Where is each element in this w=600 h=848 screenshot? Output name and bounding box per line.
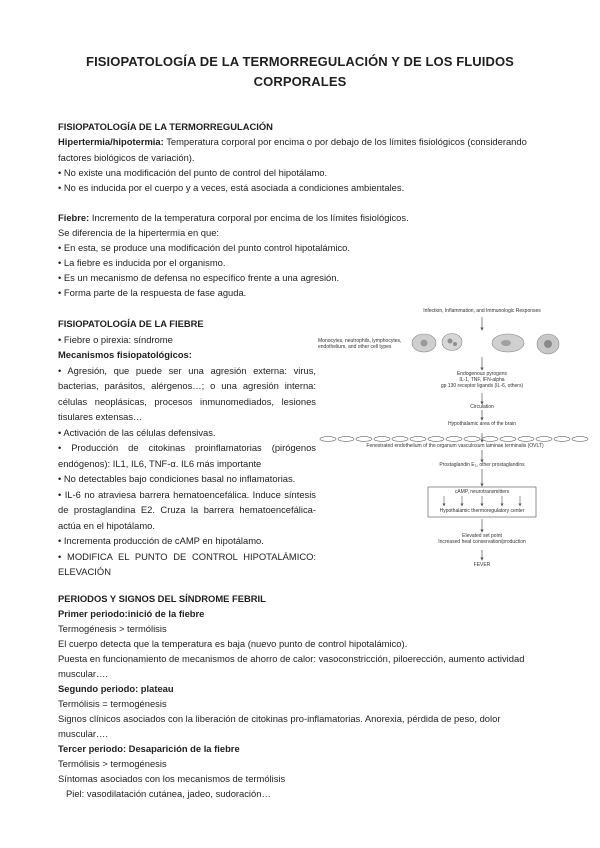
immune-cells-illustration	[412, 334, 559, 355]
fiebre-bullet-2: • La fiebre es inducida por el organismo.	[58, 257, 226, 268]
fiebre-bullet-3: • Es un mecanismo de defensa no específico frente a una agresión.	[58, 272, 340, 283]
fiebre-column	[58, 316, 316, 580]
periodo-2-line-1: Termólisis = termogénesis	[58, 698, 167, 709]
mecanismo-bullet-5: • IL-6 no atraviesa barrera hematoencefálica. Induce síntesis de prostaglandina E2. Cruza la barrera hematoencefálica- actúa en el hipotálamo.	[58, 488, 316, 531]
fig-prostaglandin-label: Prostaglandin E₂, other prostaglandins	[439, 462, 525, 468]
periodo-3-line-2: Síntomas asociados con los mecanismos de termólisis	[58, 773, 286, 784]
fig-gp130-label: gp 130 receptor ligands (IL-6, others)	[440, 383, 524, 389]
hipertermia-bullet-1: • No existe una modificación del punto de control del hipotálamo.	[58, 167, 328, 178]
fiebre-bullet-4: • Forma parte de la respuesta de fase aguda.	[58, 287, 247, 298]
fig-camp-label: cAMP, neurotransmitters	[454, 489, 510, 495]
fig-fever-label: FEVER	[473, 562, 491, 568]
periodo-1-line-4: muscular….	[58, 668, 109, 679]
mecanismos-heading: Mecanismos fisiopatológicos:	[58, 349, 192, 360]
fig-cells-label-2: endothelium, and other cell types	[318, 344, 392, 350]
periodo-2-line-2: Signos clínicos asociados con la liberación de citokinas pro-inflamatorias. Anorexia, pérdida de peso, dolor	[58, 713, 501, 724]
section-heading-termorregulacion: FISIOPATOLOGÍA DE LA TERMORREGULACIÓN	[58, 121, 273, 132]
periodo-1-line-3: Puesta en funcionamiento de mecanismos de ahorro de calor: vasoconstricción, piloerección, aumento actividad	[58, 653, 525, 664]
fever-pathway-diagram	[318, 305, 592, 577]
mecanismo-bullet-2: • Activación de las células defensivas.	[58, 426, 216, 438]
fig-cells-label: Monocytes, neutrophils, lymphocytes,	[318, 338, 402, 344]
periodo-1-line-2: El cuerpo detecta que la temperatura es baja (nuevo punto de control hipotalámico).	[58, 638, 408, 649]
fig-pyrogens-list: IL-1, TNF, IFN-alpha	[459, 377, 505, 383]
hipertermia-bullet-2: • No es inducida por el cuerpo y a veces, está asociada a condiciones ambientales.	[58, 182, 405, 193]
section-heading-periodos: PERIODOS Y SIGNOS DEL SÍNDROME FEBRIL	[58, 593, 266, 604]
fiebre-pirexia: • Fiebre o pirexia: síndrome	[58, 333, 173, 345]
mecanismo-bullet-4: • No detectables bajo condiciones basal no inflamatorias.	[58, 473, 296, 484]
mecanismo-bullet-7: • MODIFICA EL PUNTO DE CONTROL HIPOTALÁMICO: ELEVACIÓN	[58, 550, 316, 577]
fig-center-label: Hypothalamic thermoregulatory center	[439, 508, 525, 514]
hipertermia-definition	[58, 135, 527, 148]
periodo-2-line-3: muscular….	[58, 728, 109, 739]
mecanismo-bullet-3: • Producción de citokinas proinflamatorias (pirógenos endógenos): IL1, IL6, TNF-α. IL6 más importante	[58, 442, 316, 469]
periodo-3-line-3: Piel: vasodilatación cutánea, jadeo, sudoración…	[66, 788, 271, 799]
fig-set-point-label: Elevated set point	[462, 533, 502, 539]
fiebre-term: Fiebre:	[58, 212, 90, 223]
fiebre-def-text: Incremento de la temperatura corporal por encima de los límites fisiológicos.	[89, 212, 409, 223]
periodo-2-heading: Segundo periodo: plateau	[58, 683, 174, 694]
ovlt-endothelium-row	[320, 437, 588, 442]
fig-heat-label: Increased heat conservation/production	[438, 539, 526, 545]
section-heading-fiebre: FISIOPATOLOGÍA DE LA FIEBRE	[58, 318, 204, 329]
fig-hypothalamic-area-label: Hypothalamic area of the brain	[447, 421, 517, 427]
fiebre-definition	[58, 211, 409, 224]
fiebre-bullet-1: • En esta, se produce una modificación del punto control hipotalámico.	[58, 242, 350, 253]
periodo-1-heading: Primer periodo:inició de la fiebre	[58, 608, 205, 619]
fig-pyrogens-label: Endogenous pyrogens	[456, 371, 508, 377]
fig-ovlt-label: Fenestrated endothelium of the organum vasculosum laminae terminalis (OVLT)	[366, 443, 544, 449]
fig-circulation-label: Circulation	[470, 404, 494, 410]
page-title: FISIOPATOLOGÍA DE LA TERMORREGULACIÓN Y DE LOS FLUIDOS CORPORALES	[86, 54, 514, 89]
mecanismo-bullet-6: • Incrementa producción de cAMP en hipotálamo.	[58, 535, 264, 546]
hipertermia-def-cont: factores biológicos de variación).	[58, 152, 195, 163]
hipertermia-def-text: Temperatura corporal por encima o por debajo de los límites fisiológicos (considerando	[163, 136, 527, 147]
periodo-3-heading: Tercer periodo: Desaparición de la fiebre	[58, 743, 240, 754]
periodo-1-line-1: Termogénesis > termólisis	[58, 623, 167, 634]
fiebre-diff: Se diferencia de la hipertermia en que:	[58, 227, 220, 238]
mecanismo-bullet-1: • Agresión, que puede ser una agresión externa: virus, bacterias, parásitos, alérgenos…; o una agresión interna: células neoplásicas, procesos inmunomediados, lesiones tisulares extensas…	[58, 364, 316, 422]
periodo-3-line-1: Termólisis > termogénesis	[58, 758, 167, 769]
fig-top-label: Infection, Inflammation, and Immunologic Responses	[423, 308, 541, 314]
hipertermia-term: Hipertermia/hipotermia:	[58, 136, 164, 147]
